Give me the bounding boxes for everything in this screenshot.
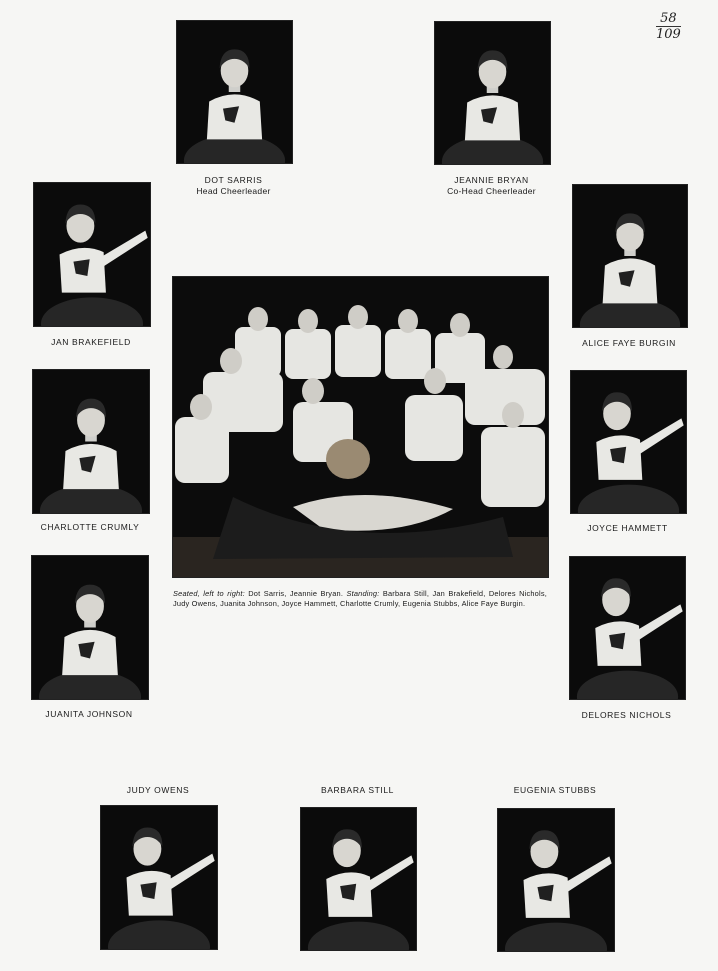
- caption-charlotte-crumly: [22, 522, 158, 533]
- group-photo: [172, 276, 549, 578]
- caption-eugenia-stubbs: [497, 785, 613, 796]
- name-eugenia-stubbs: EUGENIA STUBBS: [513, 785, 597, 795]
- caption-dot-sarris: [176, 175, 291, 197]
- standing-names: Barbara Still, Jan Brakefield, Delores Nichols, Judy Owens, Juanita Johnson, Joyce Hammett, Charlotte Crumly, Eugenia Stubbs, Alice Faye Burgin.: [173, 589, 547, 609]
- name-delores-nichols: DELORES NICHOLS: [581, 710, 672, 720]
- page-note-top: 58: [660, 11, 677, 26]
- handwritten-page-number: [656, 12, 681, 42]
- caption-jeannie-bryan: [424, 175, 559, 197]
- portrait-delores-nichols: [569, 556, 686, 700]
- seated-label: Seated, left to right:: [173, 589, 245, 598]
- name-joyce-hammett: JOYCE HAMMETT: [587, 523, 668, 533]
- judy-owens-photo: [101, 806, 217, 949]
- group-photo-image: [173, 277, 548, 577]
- joyce-hammett-photo: [571, 371, 686, 513]
- portrait-dot-sarris: [176, 20, 293, 164]
- name-alice-faye-burgin: ALICE FAYE BURGIN: [582, 338, 676, 348]
- caption-joyce-hammett: [570, 523, 685, 534]
- portrait-charlotte-crumly: [32, 369, 150, 514]
- name-dot-sarris: DOT SARRIS: [204, 175, 263, 185]
- caption-alice-faye-burgin: [562, 338, 696, 349]
- jeannie-bryan-photo: [435, 22, 550, 164]
- juanita-johnson-photo: [32, 556, 148, 699]
- caption-delores-nichols: [559, 710, 694, 721]
- caption-barbara-still: [300, 785, 415, 796]
- eugenia-stubbs-photo: [498, 809, 614, 951]
- seated-names: Dot Sarris, Jeannie Bryan.: [244, 589, 347, 598]
- portrait-joyce-hammett: [570, 370, 687, 514]
- caption-jan-brakefield: [33, 337, 149, 348]
- alice-faye-burgin-photo: [573, 185, 687, 327]
- portrait-barbara-still: [300, 807, 417, 951]
- name-jeannie-bryan: JEANNIE BRYAN: [454, 175, 529, 185]
- title-dot-sarris: Head Cheerleader: [196, 186, 271, 196]
- page-note-bottom: 109: [656, 27, 681, 42]
- title-jeannie-bryan: Co-Head Cheerleader: [447, 186, 536, 196]
- portrait-juanita-johnson: [31, 555, 149, 700]
- jan-brakefield-photo: [34, 183, 150, 326]
- portrait-jan-brakefield: [33, 182, 151, 327]
- portrait-alice-faye-burgin: [572, 184, 688, 328]
- name-charlotte-crumly: CHARLOTTE CRUMLY: [40, 522, 140, 532]
- group-photo-caption: [173, 589, 547, 610]
- name-judy-owens: JUDY OWENS: [126, 785, 190, 795]
- barbara-still-photo: [301, 808, 416, 950]
- name-barbara-still: BARBARA STILL: [321, 785, 394, 795]
- name-juanita-johnson: JUANITA JOHNSON: [45, 709, 133, 719]
- caption-juanita-johnson: [21, 709, 157, 720]
- portrait-eugenia-stubbs: [497, 808, 615, 952]
- charlotte-crumly-photo: [33, 370, 149, 513]
- caption-judy-owens: [100, 785, 216, 796]
- portrait-judy-owens: [100, 805, 218, 950]
- delores-nichols-photo: [570, 557, 685, 699]
- dot-sarris-photo: [177, 21, 292, 163]
- portrait-jeannie-bryan: [434, 21, 551, 165]
- standing-label: Standing:: [346, 589, 380, 598]
- name-jan-brakefield: JAN BRAKEFIELD: [51, 337, 131, 347]
